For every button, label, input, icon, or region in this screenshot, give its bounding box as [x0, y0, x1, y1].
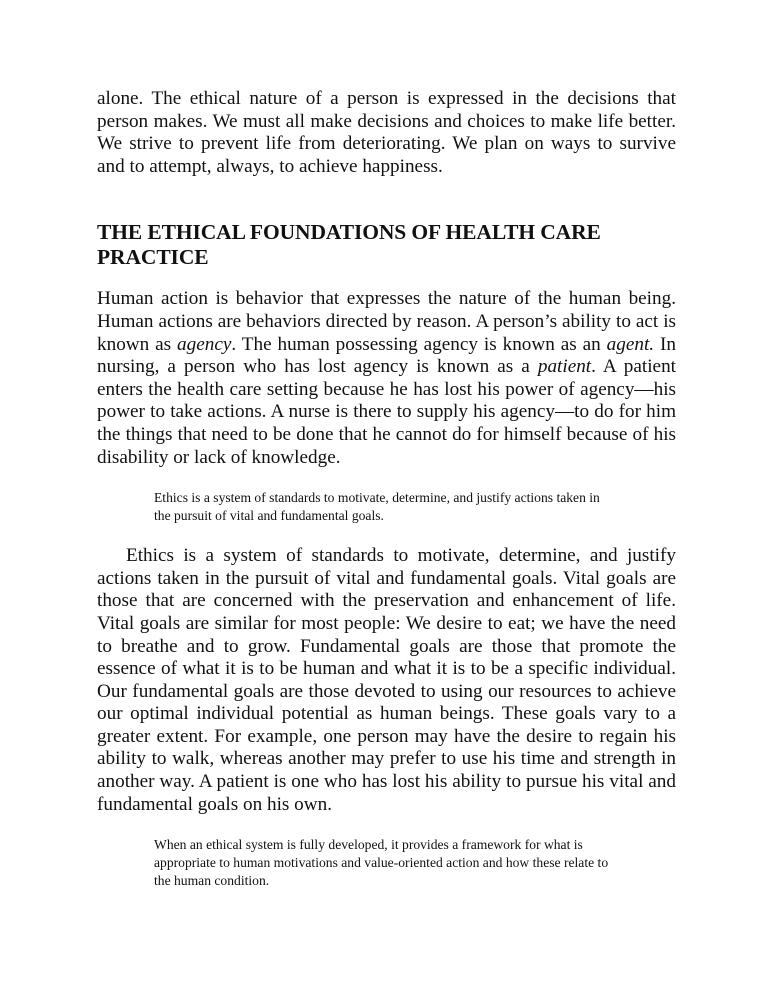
pull-quote-framework: When an ethical system is fully developed, it provides a framework for what is appropriate to human motivations and value-oriented action and how these relate to the human condition. — [154, 837, 609, 889]
agency-text-b: . The human possessing agency is known as an — [231, 333, 607, 355]
pull-quote-ethics: Ethics is a system of standards to motivate, determine, and justify actions taken in the pursuit of vital and fundamental goals. — [154, 490, 600, 524]
patient-term: patient — [537, 356, 592, 378]
agency-text-c: In nursing, a person who has lost agency is known as a — [97, 333, 677, 378]
opening-paragraph: alone. The ethical nature of a person is expressed in the decisions that person makes. We must all make decisions and choices to make life better. We strive to prevent life from deteriorating. We plan on ways to survive and to attempt, always, to achieve happiness. — [97, 88, 676, 177]
agent-term: agent. — [606, 333, 655, 355]
section-heading — [97, 220, 676, 270]
agency-text-d: . A patient enters the health care setting because he has lost his power of agency—his power to take actions. A nurse is there to supply his agency—to do for him the things that need to be done that he cannot do for himself because of his disability or lack of knowledge. — [97, 356, 676, 468]
section-heading-line2: PRACTICE — [97, 245, 209, 270]
section-heading-line1: THE ETHICAL FOUNDATIONS OF HEALTH CARE — [97, 220, 601, 245]
agency-text-a: Human action is behavior that expresses the nature of the human being. Human actions are behaviors directed by reason. A person’s ability to act is known as — [97, 288, 676, 355]
book-page — [97, 88, 676, 910]
agency-term: agency — [177, 333, 232, 355]
agency-paragraph — [97, 288, 676, 469]
ethics-paragraph: Ethics is a system of standards to motivate, determine, and justify actions taken in the pursuit of vital and fundamental goals. Vital goals are those that are concerned with the preservation and enhancement of life. Vital goals are similar for most people: We desire to eat; we have the need to breathe and to grow. Fundamental goals are those that promote the essence of what it is to be human and what it is to be a specific individual. Our fundamental goals are those devoted to using our resources to achieve our optimal individual potential as human beings. These goals vary to a greater extent. For example, one person may have the desire to regain his ability to walk, whereas another may prefer to use his time and strength in another way. A patient is one who has lost his ability to pursue his vital and fundamental goals on his own. — [97, 545, 676, 815]
